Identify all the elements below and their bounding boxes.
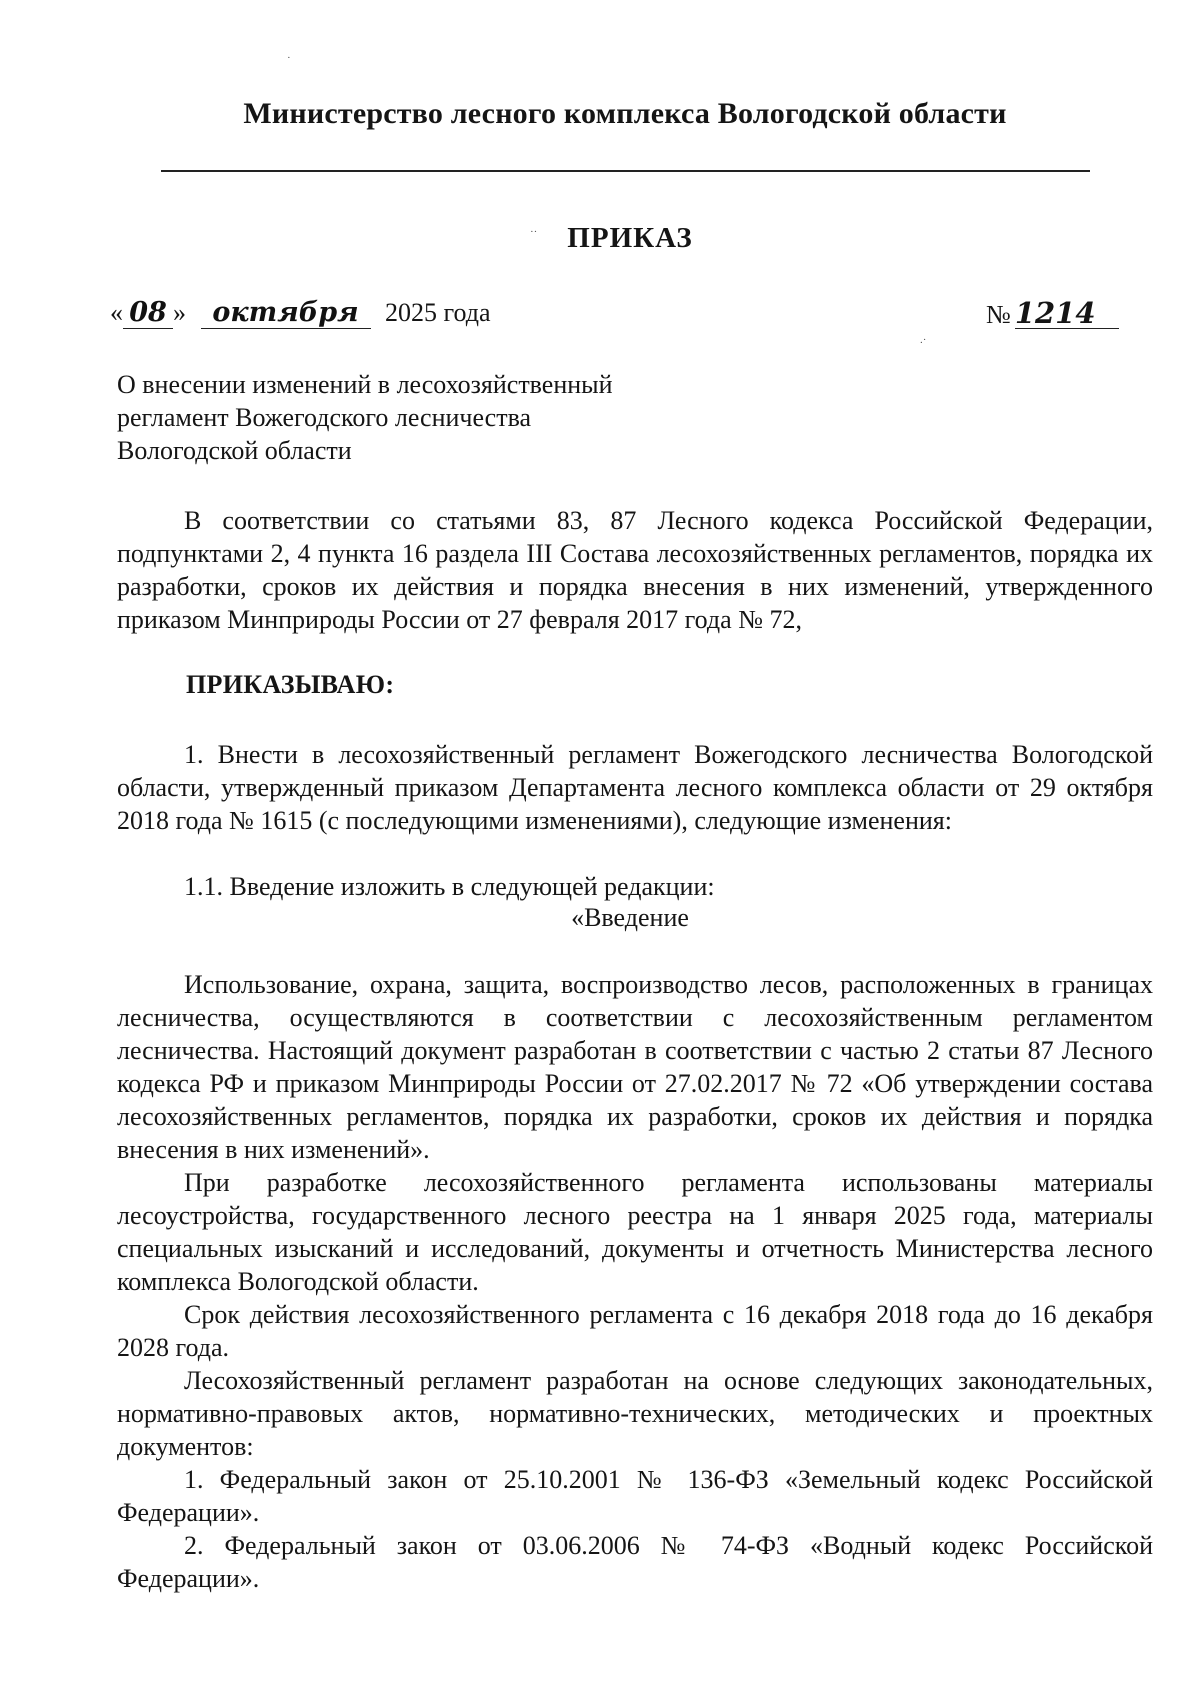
scan-speck: .· bbox=[920, 334, 927, 346]
ministry-title: Министерство лесного комплекса Вологодской области bbox=[243, 97, 1007, 130]
scan-speck: · bbox=[287, 52, 291, 64]
decree-heading: ПРИКАЗЫВАЮ: bbox=[186, 670, 395, 699]
introduction-title: «Введение bbox=[571, 903, 689, 932]
date-day: 08 bbox=[123, 298, 173, 329]
date-close-quote: » bbox=[173, 298, 186, 327]
preamble-paragraph: В соответствии со статьями 83, 87 Лесного кодекса Российской Федерации, подпунктами 2, 4 пункта 16 раздела III Состава лесохозяйственных регламентов, порядка их разработки, сроков их действия и порядка внесения в них изменений, утвержденного приказом Минприроды России от 27 февраля 2017 года № 72, bbox=[117, 506, 1153, 634]
body-paragraph-6: 2. Федеральный закон от 03.06.2006 № 74-ФЗ «Водный кодекс Российской Федерации». bbox=[117, 1531, 1153, 1593]
header-divider bbox=[161, 170, 1090, 172]
body-paragraph-4: Лесохозяйственный регламент разработан на основе следующих законодательных, нормативно-правовых актов, нормативно-технических, методических и проектных документов: bbox=[117, 1366, 1153, 1461]
date-month: октября bbox=[201, 298, 371, 329]
subject-line: Вологодской области bbox=[117, 436, 352, 465]
number-value: 1214 bbox=[1015, 298, 1119, 329]
body-paragraph-1: Использование, охрана, защита, воспроизводство лесов, расположенных в границах лесничества, осуществляются в соответствии с лесохозяйственным регламентом лесничества. Настоящий документ разработан в соответствии с частью 2 статьи 87 Лесного кодекса РФ и приказом Минприроды России от 27.02.2017 № 72 «Об утверждении состава лесохозяйственных регламентов, порядка их разработки, сроков их действия и порядка внесения в них изменений». bbox=[117, 970, 1153, 1164]
scan-speck: ·· bbox=[530, 226, 538, 238]
item-1-paragraph: 1. Внести в лесохозяйственный регламент Вожегодского лесничества Вологодской области, утвержденный приказом Департамента лесного комплекса области от 29 октября 2018 года № 1615 (с последующими изменениями), следующие изменения: bbox=[117, 740, 1153, 835]
body-paragraph-2: При разработке лесохозяйственного регламента использованы материалы лесоустройства, государственного лесного реестра на 1 января 2025 года, материалы специальных изысканий и исследований, документы и отчетность Министерства лесного комплекса Вологодской области. bbox=[117, 1168, 1153, 1296]
item-1-1-paragraph: 1.1. Введение изложить в следующей редакции: bbox=[184, 872, 715, 901]
order-date bbox=[110, 298, 491, 329]
number-label: № bbox=[986, 300, 1011, 329]
body-paragraph-5: 1. Федеральный закон от 25.10.2001 № 136-ФЗ «Земельный кодекс Российской Федерации». bbox=[117, 1465, 1153, 1527]
order-number bbox=[986, 298, 1119, 330]
date-open-quote: « bbox=[110, 298, 123, 327]
order-subject bbox=[117, 368, 613, 467]
date-year: 2025 года bbox=[385, 298, 491, 327]
subject-line: регламент Вожегодского лесничества bbox=[117, 403, 532, 432]
subject-line: О внесении изменений в лесохозяйственный bbox=[117, 370, 613, 399]
body-paragraph-3: Срок действия лесохозяйственного регламента с 16 декабря 2018 года до 16 декабря 2028 года. bbox=[117, 1300, 1153, 1362]
document-type-title: ПРИКАЗ bbox=[567, 222, 693, 254]
